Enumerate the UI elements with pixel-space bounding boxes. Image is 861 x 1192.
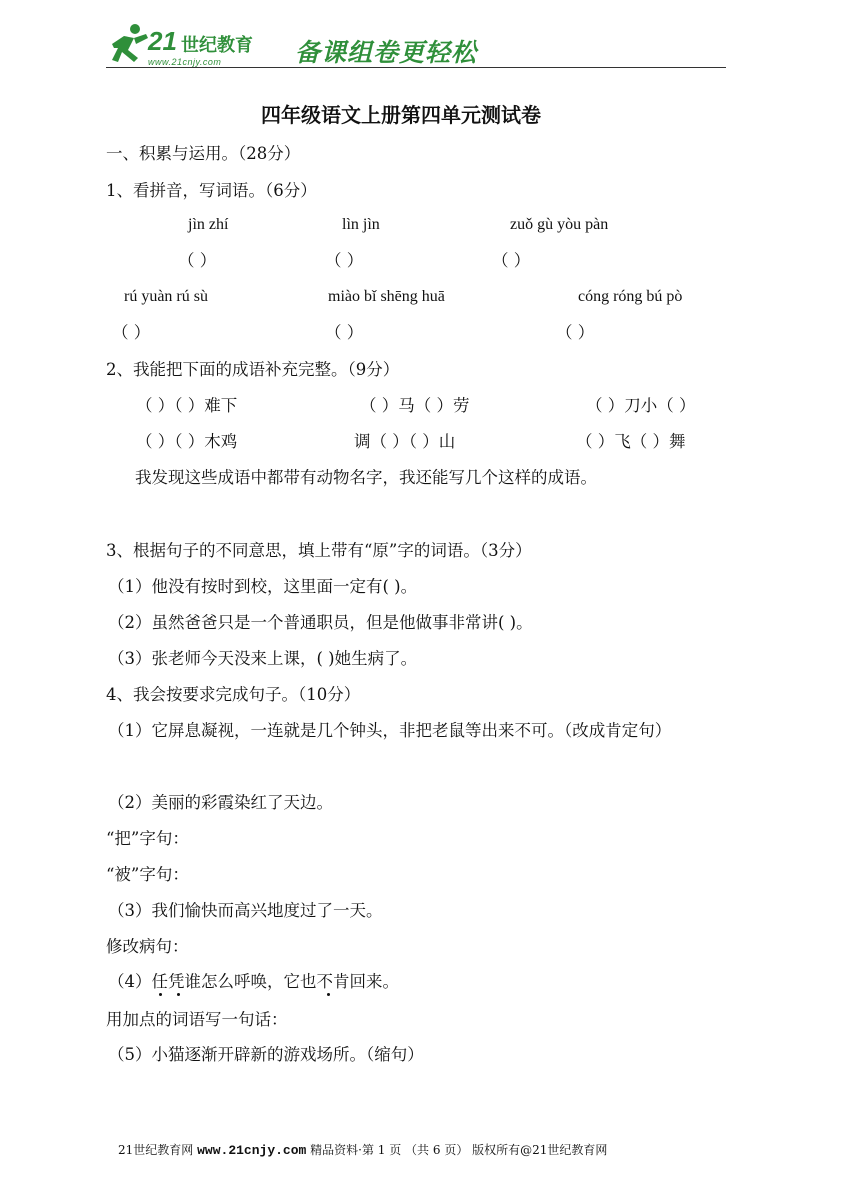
idiom-note: 我发现这些成语中都带有动物名字，我还能写几个这样的成语。 xyxy=(135,468,597,487)
logo-text: 世纪教育 xyxy=(181,35,253,56)
page-title: 四年级语文上册第四单元测试卷 xyxy=(261,103,541,127)
emphasis-dot xyxy=(327,993,330,996)
pinyin-4: rú yuàn rú sù xyxy=(124,288,208,305)
question-4-heading: 4、我会按要求完成句子。（10分） xyxy=(106,685,361,704)
idiom-blank[interactable]: （ ）刀小（ ） xyxy=(586,396,696,415)
logo-number: 21 xyxy=(148,26,177,56)
pinyin-3: zuǒ gù yòu pàn xyxy=(510,216,609,233)
logo-url: www.21cnjy.com xyxy=(148,57,222,67)
question-2-heading: 2、我能把下面的成语补充完整。（9分） xyxy=(106,360,400,379)
q4-item-5: （5）小猫逐渐开辟新的游戏场所。（缩句） xyxy=(108,1045,424,1064)
q3-item[interactable]: （2）虽然爸爸只是一个普通职员，但是他做事非常讲( )。 xyxy=(108,613,533,632)
q3-item[interactable]: （3）张老师今天没来上课，( )她生病了。 xyxy=(108,649,418,668)
footer-site-name: 21世纪教育网 xyxy=(118,1143,194,1157)
emphasis-dot xyxy=(159,993,162,996)
fix-sentence-label: 修改病句： xyxy=(106,937,189,956)
pinyin-5: miào bǐ shēng huā xyxy=(328,288,445,305)
question-3-heading: 3、根据句子的不同意思，填上带有“原”字的词语。（3分） xyxy=(106,541,532,560)
slogan: 备课组卷更轻松 xyxy=(295,38,478,67)
section-heading: 一、积累与运用。（28分） xyxy=(106,144,301,163)
answer-blank[interactable]: （ ） xyxy=(178,251,217,270)
answer-blank[interactable]: （ ） xyxy=(325,323,364,342)
question-1-heading: 1、看拼音，写词语。（6分） xyxy=(106,181,317,200)
idiom-blank[interactable]: （ ）飞（ ）舞 xyxy=(576,432,686,451)
q4-item-3: （3）我们愉快而高兴地度过了一天。 xyxy=(108,901,383,920)
runner-logo-icon xyxy=(108,22,150,66)
bei-sentence-label: “被”字句： xyxy=(106,865,189,884)
emphasis-dot xyxy=(177,993,180,996)
idiom-blank[interactable]: 调（ ）（ ）山 xyxy=(354,432,456,451)
q4-item-2: （2）美丽的彩霞染红了天边。 xyxy=(108,793,333,812)
pinyin-1: jìn zhí xyxy=(188,216,229,233)
answer-blank[interactable]: （ ） xyxy=(556,323,595,342)
answer-blank[interactable]: （ ） xyxy=(112,323,151,342)
idiom-blank[interactable]: （ ）（ ）难下 xyxy=(136,396,238,415)
pinyin-2: lìn jìn xyxy=(342,216,380,233)
q3-item[interactable]: （1）他没有按时到校，这里面一定有( )。 xyxy=(108,577,418,596)
footer-copyright: 精品资料·第 1 页 （共 6 页） 版权所有@21世纪教育网 xyxy=(310,1143,608,1157)
ba-sentence-label: “把”字句： xyxy=(106,829,189,848)
q4-item-1: （1）它屏息凝视，一连就是几个钟头，非把老鼠等出来不可。（改成肯定句） xyxy=(108,721,672,740)
answer-blank[interactable]: （ ） xyxy=(492,251,531,270)
idiom-blank[interactable]: （ ）马（ ）劳 xyxy=(360,396,470,415)
use-words-label: 用加点的词语写一句话： xyxy=(106,1010,288,1029)
answer-blank[interactable]: （ ） xyxy=(325,251,364,270)
header-rule xyxy=(106,67,726,68)
q4-item-4: （4）任凭谁怎么呼唤，它也不肯回来。 xyxy=(108,972,399,991)
footer-url[interactable]: www.21cnjy.com xyxy=(197,1143,307,1158)
footer xyxy=(118,1141,607,1158)
pinyin-6: cóng róng bú pò xyxy=(578,288,683,305)
idiom-blank[interactable]: （ ）（ ）木鸡 xyxy=(136,432,238,451)
